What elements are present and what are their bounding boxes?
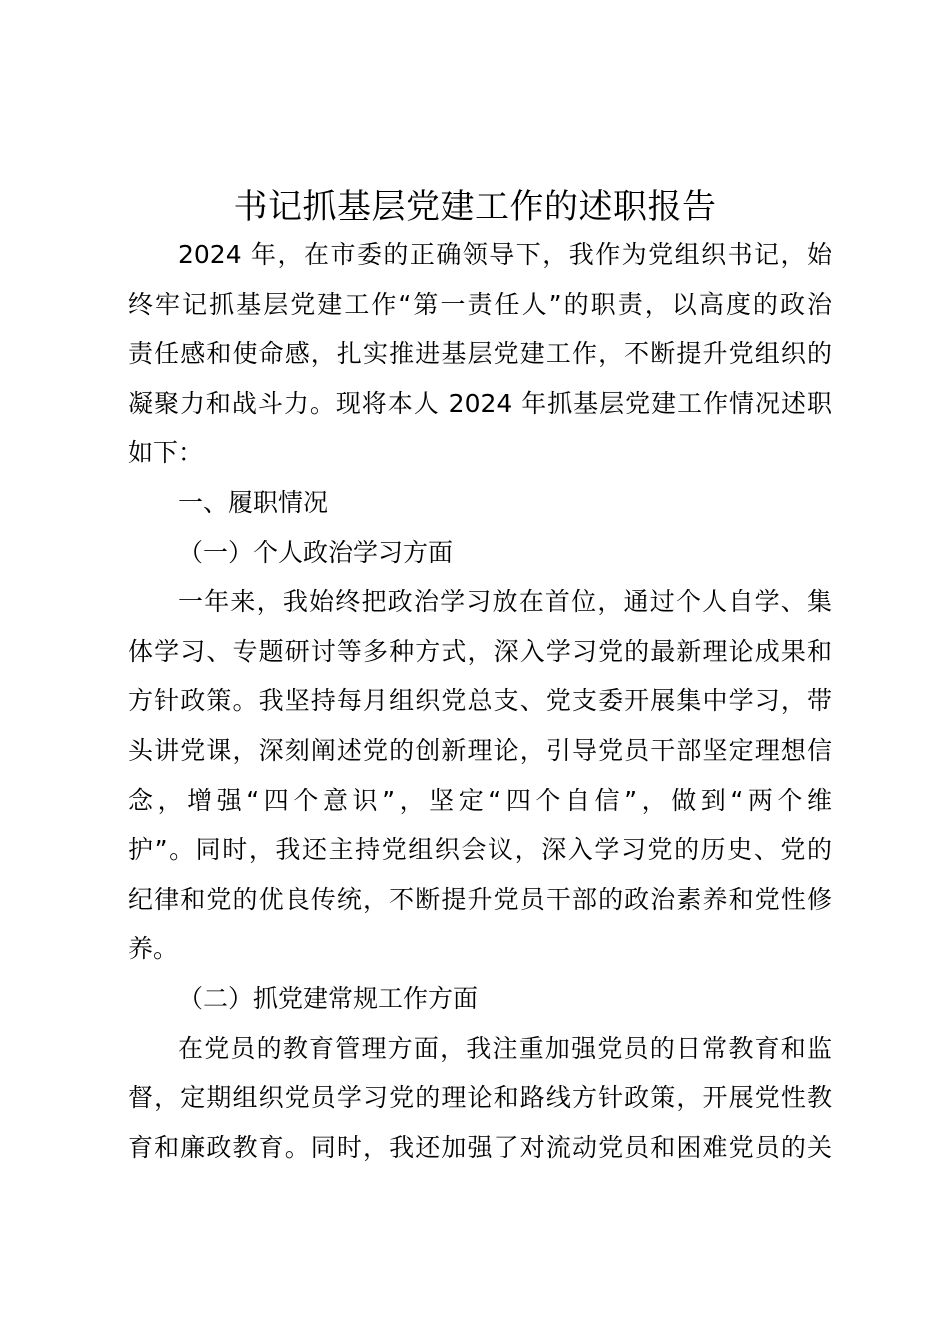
section-heading: （一）个人政治学习方面 — [178, 537, 454, 567]
paragraph-line: 终牢记抓基层党建工作“第一责任人”的职责，以高度的政治 — [128, 289, 832, 319]
section-heading: （二）抓党建常规工作方面 — [178, 983, 479, 1013]
paragraph-line: 体学习、专题研讨等多种方式，深入学习党的最新理论成果和 — [128, 636, 832, 666]
paragraph-line: 一年来，我始终把政治学习放在首位，通过个人自学、集 — [178, 587, 832, 617]
paragraph-line: 方针政策。我坚持每月组织党总支、党支委开展集中学习，带 — [128, 686, 832, 716]
document-title: 书记抓基层党建工作的述职报告 — [233, 187, 717, 227]
paragraph-line: 护”。同时，我还主持党组织会议，深入学习党的历史、党的 — [128, 835, 832, 865]
paragraph-line: 凝聚力和战斗力。现将本人 2024 年抓基层党建工作情况述职 — [128, 388, 832, 418]
paragraph-line: 2024 年，在市委的正确领导下，我作为党组织书记，始 — [178, 240, 832, 269]
paragraph-line: 督，定期组织党员学习党的理论和路线方针政策，开展党性教 — [128, 1083, 832, 1113]
paragraph-line: 养。 — [128, 934, 179, 964]
document-body — [128, 230, 832, 1172]
paragraph-line: 在党员的教育管理方面，我注重加强党员的日常教育和监 — [178, 1033, 832, 1063]
paragraph-line: 责任感和使命感，扎实推进基层党建工作，不断提升党组织的 — [128, 339, 832, 369]
paragraph-line: 如下： — [128, 438, 204, 468]
paragraph-line: 纪律和党的优良传统，不断提升党员干部的政治素养和党性修 — [128, 884, 832, 914]
section-heading: 一、履职情况 — [178, 487, 329, 517]
paragraph-line: 育和廉政教育。同时，我还加强了对流动党员和困难党员的关 — [128, 1132, 832, 1162]
paragraph-line: 头讲党课，深刻阐述党的创新理论，引导党员干部坚定理想信 — [128, 735, 832, 765]
paragraph-line: 念，增强“四个意识”，坚定“四个自信”，做到“两个维 — [128, 785, 832, 815]
